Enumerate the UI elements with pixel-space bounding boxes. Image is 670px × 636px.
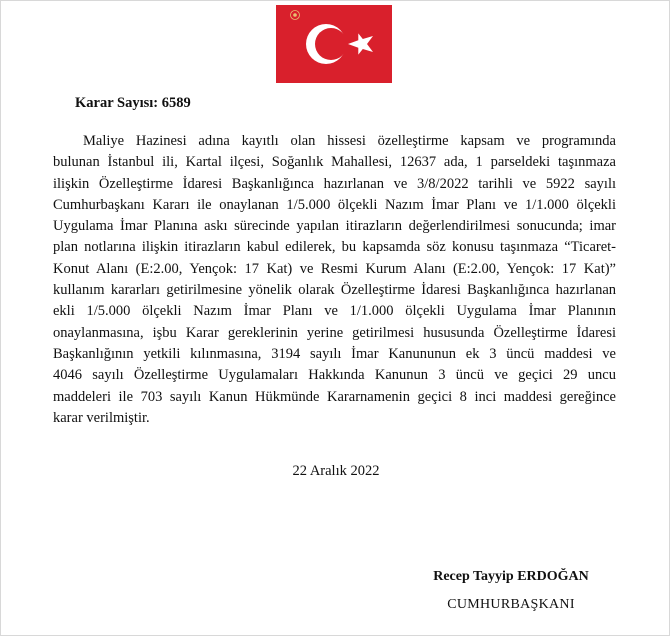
decree-body [53,131,616,429]
body-line: ekli 1/5.000 ölçekli Nazım İmar Planı ve 1/1.000 ölçekli Uygulama İmar Planının [53,303,616,320]
body-line: plan notlarına ilişkin itirazların kabul edilerek, bu kapsamda söz konusu taşınmaza “Ticaret- [53,239,616,256]
body-line: Uygulama İmar Planına askı sürecinde yapılan itirazların değerlendirilmesi sonucunda; imar [53,218,616,235]
body-line: Konut Alanı (E:2.00, Yençok: 17 Kat) ve Resmi Kurum Alanı (E:2.00, Yençok: 17 Kat)” [53,260,616,277]
body-line: 4046 sayılı Özelleştirme Uygulamaları Hakkında Kanunun 3 üncü ve geçici 29 uncu [53,367,616,384]
body-line: bulunan İstanbul ili, Kartal ilçesi, Soğanlık Mahallesi, 12637 ada, 1 parseldeki taşınmaza [53,154,616,171]
body-line: ilişkin Özelleştirme İdaresi Başkanlığınca hazırlanan ve 3/8/2022 tarihli ve 5922 sayılı [53,175,616,192]
signer-name: Recep Tayyip ERDOĞAN [433,569,589,584]
body-line: maddeleri ile 703 sayılı Kanun Hükmünde Kararnamenin geçici 8 inci maddesi gereğince [53,388,616,405]
decree-date: 22 Aralık 2022 [292,463,380,479]
body-line: kullanım kararları getirilmesine yönelik olarak Özelleştirme İdaresi Başkanlığınca hazırlanan [53,282,616,299]
presidential-seal-icon [290,7,300,17]
decision-number: Karar Sayısı: 6589 [75,95,191,111]
crescent-inner [315,28,347,60]
body-line: Maliye Hazinesi adına kayıtlı olan hissesi özelleştirme kapsam ve programında [83,133,616,149]
signer-title: CUMHURBAŞKANI [447,597,575,612]
body-line: karar verilmiştir. [53,409,150,426]
body-line: onaylanmasına, işbu Karar gereklerinin yerine getirilmesi hususunda Özelleştirme İdaresi [53,324,616,341]
body-line: Başkanlığının yetkili kılınmasına, 3194 sayılı İmar Kanununun ek 3 üncü maddesi ve [53,345,616,362]
body-line: Cumhurbaşkanı Kararı ile onaylanan 1/5.000 ölçekli Nazım İmar Planı ve 1/1.000 ölçekli [53,196,616,213]
